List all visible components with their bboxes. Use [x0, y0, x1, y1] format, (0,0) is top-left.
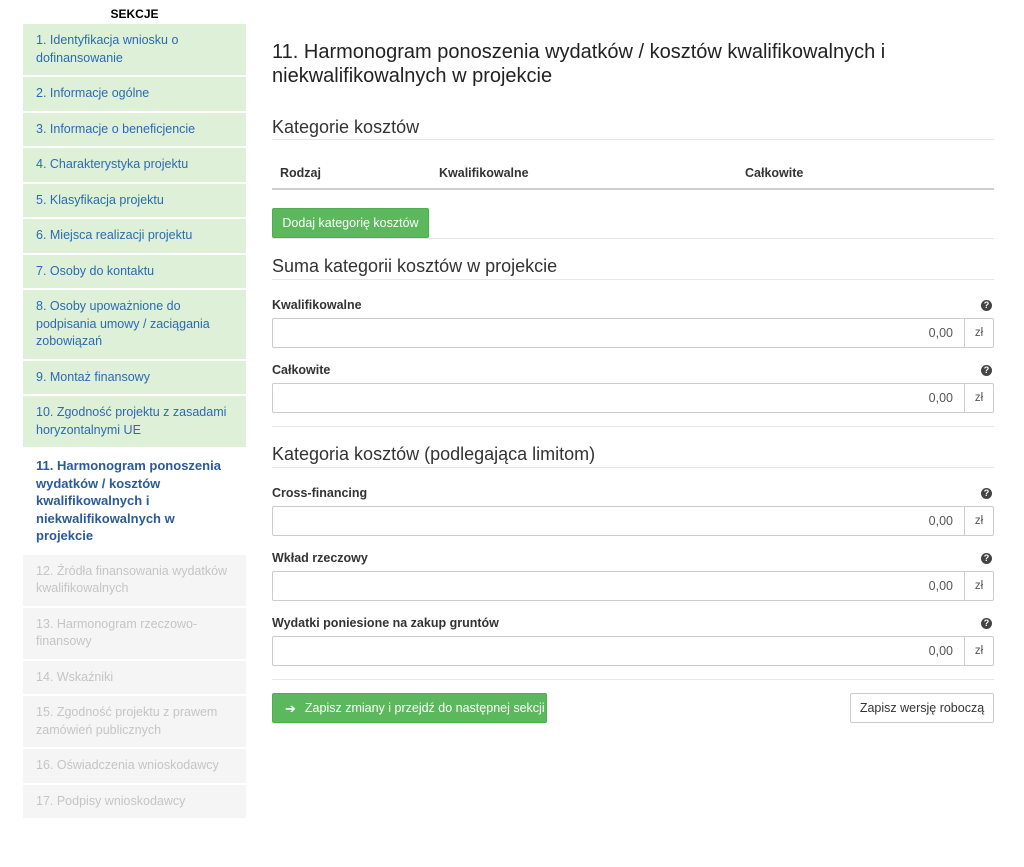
column-header-type: Rodzaj [280, 166, 321, 180]
cost-categories-title: Kategorie kosztów [272, 117, 420, 137]
sidebar-item-5[interactable]: 5. Klasyfikacja projektu [23, 184, 246, 220]
save-draft-button[interactable]: Zapisz wersję roboczą [850, 693, 994, 723]
save-and-next-label: Zapisz zmiany i przejdź do następnej sekcji [304, 701, 545, 715]
total-label: Całkowite [272, 363, 331, 377]
divider [272, 679, 994, 680]
divider [272, 238, 994, 239]
in-kind-contribution-group [272, 571, 994, 601]
sections-sidebar [23, 0, 246, 820]
sidebar-item-17: 17. Podpisy wnioskodawcy [23, 785, 246, 821]
sidebar-item-12: 12. Źródła finansowania wydatków kwalifikowalnych [23, 555, 246, 608]
currency-addon: zł [964, 636, 994, 666]
land-purchase-input[interactable] [272, 636, 964, 666]
sidebar-item-9[interactable]: 9. Montaż finansowy [23, 361, 246, 397]
currency-addon: zł [964, 318, 994, 348]
land-purchase-group [272, 636, 994, 666]
sidebar-item-15: 15. Zgodność projektu z prawem zamówień publicznych [23, 696, 246, 749]
sidebar-item-10[interactable]: 10. Zgodność projektu z zasadami horyzontalnymi UE [23, 396, 246, 449]
column-header-eligible: Kwalifikowalne [439, 166, 529, 180]
sidebar-item-13: 13. Harmonogram rzeczowo-finansowy [23, 608, 246, 661]
column-header-total: Całkowite [745, 166, 804, 180]
sidebar-item-6[interactable]: 6. Miejsca realizacji projektu [23, 219, 246, 255]
sidebar-item-14: 14. Wskaźniki [23, 661, 246, 697]
in-kind-contribution-input[interactable] [272, 571, 964, 601]
sidebar-item-3[interactable]: 3. Informacje o beneficjencie [23, 113, 246, 149]
sidebar-item-11-active[interactable]: 11. Harmonogram ponoszenia wydatków / kosztów kwalifikowalnych i niekwalifikowalnych w projekcie [23, 449, 246, 555]
eligible-label: Kwalifikowalne [272, 298, 362, 312]
help-icon[interactable]: ? [981, 553, 992, 564]
total-amount-group [272, 383, 994, 413]
in-kind-contribution-label: Wkład rzeczowy [272, 551, 368, 565]
page-title: 11. Harmonogram ponoszenia wydatków / kosztów kwalifikowalnych i niekwalifikowalnych w projekcie [272, 41, 886, 87]
currency-addon: zł [964, 383, 994, 413]
currency-addon: zł [964, 571, 994, 601]
sidebar-item-8[interactable]: 8. Osoby upoważnione do podpisania umowy / zaciągania zobowiązań [23, 290, 246, 361]
land-purchase-label: Wydatki poniesione na zakup gruntów [272, 616, 499, 630]
help-icon[interactable]: ? [981, 618, 992, 629]
sum-section-title: Suma kategorii kosztów w projekcie [272, 256, 558, 276]
sidebar-title: SEKCJE [110, 7, 159, 21]
sidebar-item-1[interactable]: 1. Identyfikacja wniosku o dofinansowanie [23, 24, 246, 77]
cross-financing-label: Cross-financing [272, 486, 368, 500]
sidebar-item-2[interactable]: 2. Informacje ogólne [23, 77, 246, 113]
divider [272, 279, 994, 280]
divider [272, 426, 994, 427]
add-cost-category-button[interactable]: Dodaj kategorię kosztów [272, 208, 429, 238]
limited-section-title: Kategoria kosztów (podlegająca limitom) [272, 444, 596, 464]
help-icon[interactable]: ? [981, 365, 992, 376]
save-and-next-button[interactable] [272, 693, 547, 723]
divider [272, 467, 994, 468]
sidebar-item-4[interactable]: 4. Charakterystyka projektu [23, 148, 246, 184]
table-header-divider [272, 188, 994, 190]
total-amount-input[interactable] [272, 383, 964, 413]
help-icon[interactable]: ? [981, 488, 992, 499]
eligible-amount-group [272, 318, 994, 348]
arrow-right-icon: ➔ [285, 700, 296, 716]
eligible-amount-input[interactable] [272, 318, 964, 348]
divider [272, 139, 994, 140]
sidebar-item-16: 16. Oświadczenia wnioskodawcy [23, 749, 246, 785]
help-icon[interactable]: ? [981, 300, 992, 311]
cross-financing-input[interactable] [272, 506, 964, 536]
currency-addon: zł [964, 506, 994, 536]
sidebar-item-7[interactable]: 7. Osoby do kontaktu [23, 255, 246, 291]
cross-financing-group [272, 506, 994, 536]
